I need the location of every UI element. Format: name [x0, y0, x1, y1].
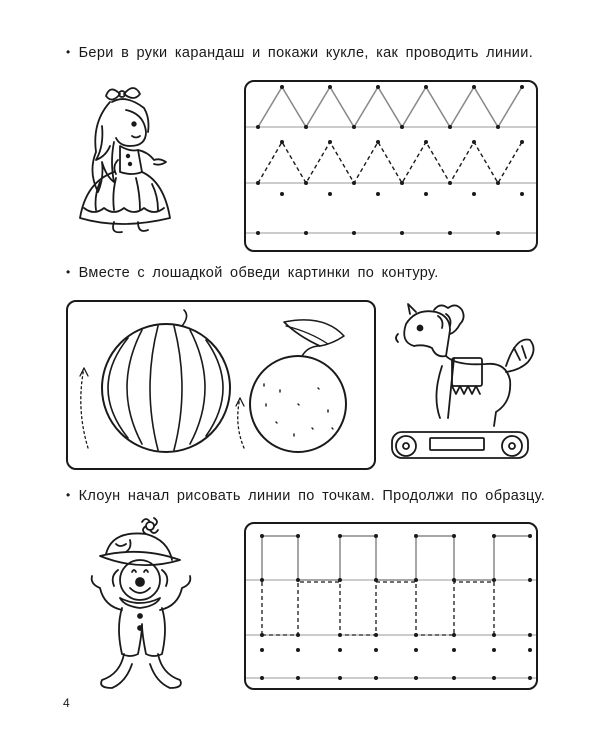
panel-border — [67, 301, 375, 469]
instruction-2-text: Вместе с лошадкой обведи картинки по контуру. — [78, 265, 439, 281]
panel-border — [245, 81, 537, 251]
clown-icon — [86, 516, 198, 694]
bullet: • — [66, 488, 71, 502]
instruction-3 — [66, 488, 545, 504]
page-number: 4 — [63, 696, 70, 710]
doll-icon — [72, 80, 192, 250]
trace-arrow-icon — [236, 398, 244, 448]
fruit-tracing-panel — [66, 300, 376, 470]
zigzag-tracing-panel — [244, 80, 538, 252]
sample-square-wave — [262, 536, 530, 580]
panel-border — [245, 523, 537, 689]
instruction-3-text: Клоун начал рисовать линии по точкам. Продолжи по образцу. — [78, 488, 546, 504]
guide-dots[interactable] — [260, 534, 532, 680]
watermelon-icon[interactable] — [102, 310, 230, 452]
instruction-1 — [66, 45, 533, 61]
dashed-zigzag[interactable] — [258, 142, 522, 183]
bullet: • — [66, 265, 71, 279]
trace-arrow-icon — [80, 368, 88, 448]
dashed-square-wave[interactable] — [262, 582, 494, 635]
square-wave-panel — [244, 522, 538, 690]
instruction-2 — [66, 265, 439, 281]
rocking-horse-icon — [384, 296, 540, 472]
bullet: • — [66, 45, 71, 59]
orange-icon[interactable] — [250, 320, 346, 452]
sample-zigzag — [258, 87, 522, 127]
instruction-1-text: Бери в руки карандаш и покажи кукле, как проводить линии. — [78, 45, 534, 61]
